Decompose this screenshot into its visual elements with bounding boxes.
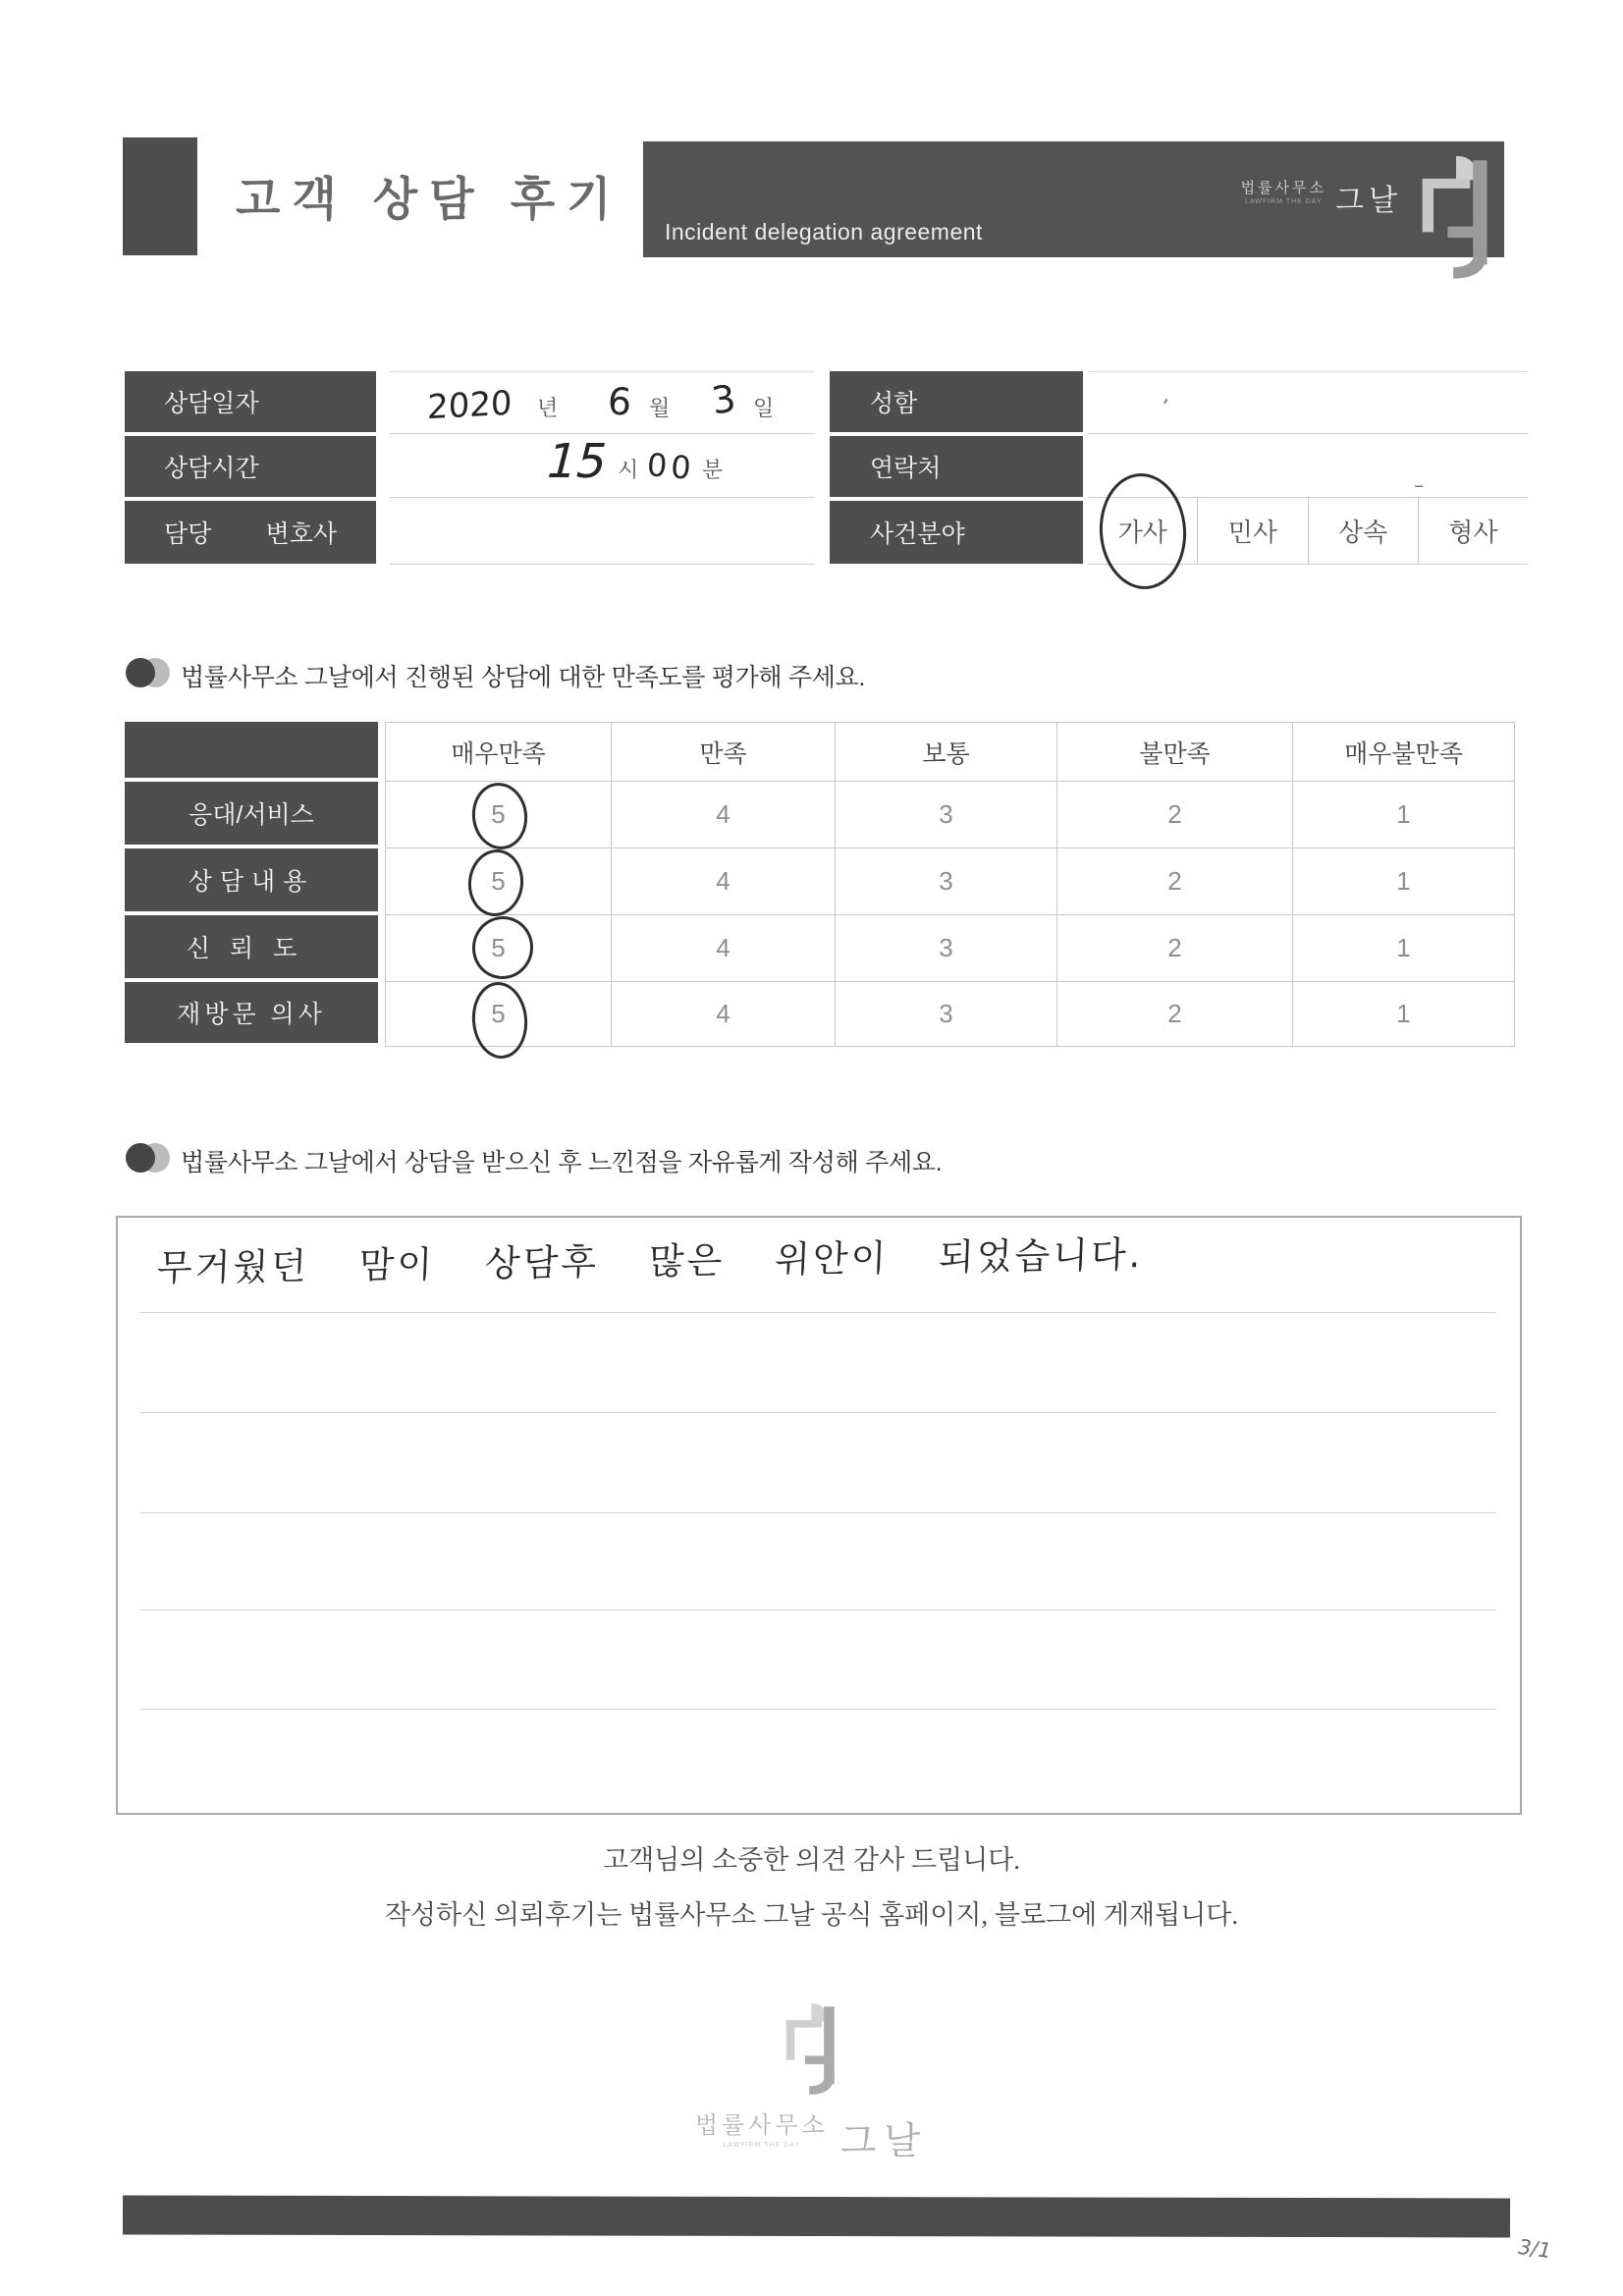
label-case-field [830, 501, 1083, 564]
field-case-options [1088, 497, 1528, 565]
suffix-hour: 시 [618, 458, 639, 482]
ruled-line [139, 1610, 1496, 1611]
bullet-front-circle [126, 1143, 155, 1173]
ruled-line [139, 1412, 1496, 1413]
handwritten-day: 3 [709, 376, 739, 423]
label-name [830, 371, 1083, 432]
rating-cell [386, 782, 612, 848]
case-option-sangsok [1308, 497, 1418, 564]
banner-brand [1241, 181, 1402, 219]
bullet-front-circle [126, 658, 155, 687]
rating-cell: 4 [612, 848, 836, 915]
suffix-day: 일 [753, 396, 775, 420]
footer-logo [695, 2003, 928, 2164]
handwritten-year: 2020 [426, 383, 513, 428]
stray-pen-mark: ’ [1158, 395, 1170, 421]
suffix-year: 년 [537, 396, 559, 420]
field-consult-time [390, 432, 815, 498]
ruled-line [139, 1512, 1496, 1513]
rating-cell [386, 982, 612, 1047]
stray-pen-mark: – [1414, 473, 1424, 497]
case-option-minsa [1197, 497, 1307, 564]
rating-column-header: 매우불만족 [1293, 723, 1515, 782]
firm-name-kr: 법률사무소 [694, 2112, 829, 2139]
rating-cell: 2 [1057, 982, 1293, 1047]
rating-column-header: 매우만족 [386, 723, 612, 782]
label-consult-date [125, 371, 376, 432]
handwritten-minute: 00 [645, 445, 697, 488]
rating-cell: 2 [1057, 848, 1293, 915]
feedback-heading: 법률사무소 그날에서 상담을 받으신 후 느낀점을 자유롭게 작성해 주세요. [181, 1149, 943, 1176]
label-text: 상담일자 [164, 390, 259, 417]
page-title: 고객 상담 후기 [236, 173, 623, 225]
handwritten-hour: 15 [540, 434, 615, 489]
rating-value: 5 [491, 866, 506, 896]
thanks-line-2: 작성하신 의뢰후기는 법률사무소 그날 공식 홈페이지, 블로그에 게재됩니다. [384, 1900, 1239, 1930]
rating-cell: 4 [612, 915, 836, 982]
rating-cell: 2 [1057, 782, 1293, 848]
rating-cell: 2 [1057, 915, 1293, 982]
brand-text-column [695, 2114, 829, 2149]
field-name [1088, 371, 1528, 434]
case-option-gasa [1088, 497, 1197, 564]
satisfaction-corner-cell [125, 722, 378, 778]
handwritten-month: 6 [606, 379, 633, 424]
firm-name-en: LAWFIRM THE DAY [723, 2142, 801, 2149]
label-text: 성함 [870, 390, 918, 417]
case-options-row [1088, 497, 1528, 564]
rating-cell: 4 [612, 782, 836, 848]
hand-circle-rating [465, 847, 527, 918]
rating-cell: 4 [612, 982, 836, 1047]
firm-name: 그날 [1335, 185, 1402, 217]
rating-cell: 1 [1293, 848, 1515, 915]
rating-cell: 1 [1293, 915, 1515, 982]
rating-cell: 1 [1293, 782, 1515, 848]
comment-box [116, 1216, 1522, 1815]
firm-logo-icon [1414, 155, 1498, 281]
ruled-line [139, 1709, 1496, 1710]
field-consult-date [390, 371, 815, 434]
label-contact [830, 436, 1083, 497]
row-label-content [125, 848, 378, 911]
label-text: 상담내용 [188, 868, 315, 896]
banner-subtitle: Incident delegation agreement [665, 219, 983, 245]
header-banner [643, 141, 1504, 257]
label-text: 연락처 [870, 455, 942, 482]
label-text: 사건분야 [870, 520, 965, 548]
label-text: 응대/서비스 [189, 801, 314, 829]
label-text: 재방문 의사 [177, 1001, 326, 1028]
label-attorney [125, 501, 376, 564]
section-bullet-icon [126, 1143, 175, 1173]
hand-circle-rating [467, 911, 538, 984]
title-accent-block [123, 137, 197, 255]
suffix-minute: 분 [702, 458, 724, 482]
row-label-service [125, 782, 378, 845]
rating-cell [386, 848, 612, 915]
rating-cell: 3 [836, 915, 1057, 982]
ruled-line [139, 1312, 1496, 1313]
field-attorney [390, 497, 815, 565]
hand-circle-rating [469, 980, 531, 1062]
rating-cell: 3 [836, 982, 1057, 1047]
section-bullet-icon [126, 658, 175, 687]
label-text: 상담시간 [164, 455, 259, 482]
rating-cell: 3 [836, 848, 1057, 915]
case-option-label: 형사 [1448, 517, 1498, 547]
rating-column-header: 보통 [836, 723, 1057, 782]
label-text: 담당 변호사 [164, 520, 337, 548]
rating-cell: 3 [836, 782, 1057, 848]
rating-cell: 1 [1293, 982, 1515, 1047]
firm-name-kr: 법률사무소 [1240, 180, 1327, 196]
rating-value: 5 [491, 999, 506, 1028]
rating-column-header: 만족 [612, 723, 836, 782]
satisfaction-table [385, 722, 1515, 1047]
footer-brand [695, 2114, 928, 2164]
label-consult-time [125, 436, 376, 497]
rating-column-header: 불만족 [1057, 723, 1293, 782]
firm-name: 그날 [839, 2121, 929, 2162]
bottom-accent-bar [123, 2196, 1510, 2238]
thanks-line-1: 고객님의 소중한 의견 감사 드립니다. [603, 1845, 1020, 1875]
rating-value: 5 [491, 799, 506, 829]
label-text: 신뢰도 [186, 935, 317, 962]
case-option-label: 가사 [1117, 517, 1167, 547]
firm-logo-icon [781, 2003, 843, 2096]
case-option-label: 민사 [1227, 517, 1277, 547]
row-label-trust [125, 915, 378, 978]
handwritten-page-note: 3/1 [1514, 2234, 1554, 2264]
case-option-label: 상속 [1338, 517, 1388, 547]
case-option-hyeongsa [1418, 497, 1528, 564]
suffix-month: 월 [649, 396, 671, 420]
firm-name-en: LAWFIRM THE DAY [1244, 198, 1323, 205]
hand-circle-rating [468, 780, 531, 852]
rating-cell [386, 915, 612, 982]
rating-value: 5 [491, 933, 506, 962]
handwritten-comment: 무거웠던 맘이 상담후 많은 위안이 되었습니다. [156, 1232, 1145, 1290]
brand-text-column [1241, 181, 1326, 205]
satisfaction-heading: 법률사무소 그날에서 진행된 상담에 대한 만족도를 평가해 주세요. [181, 664, 866, 691]
row-label-revisit [125, 982, 378, 1043]
